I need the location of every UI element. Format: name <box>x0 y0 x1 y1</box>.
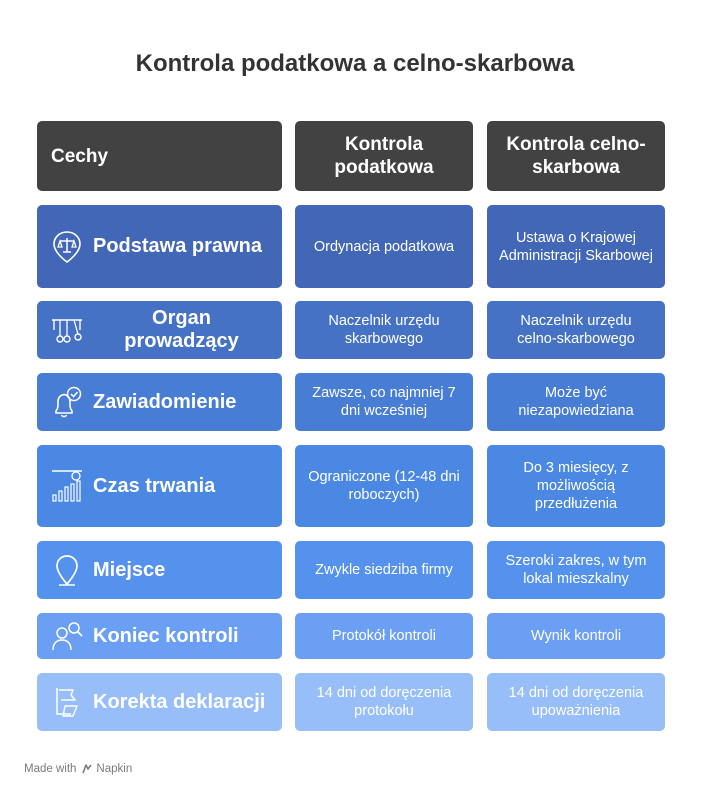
cell-text: Zawsze, co najmniej 7 dni wcześniej <box>312 385 456 419</box>
cell-text: 14 dni od doręczenia protokołu <box>316 685 452 719</box>
customs-control-cell <box>487 673 665 731</box>
row-label <box>37 301 282 359</box>
row-label <box>37 445 282 527</box>
customs-control-cell <box>487 541 665 599</box>
tax-control-cell <box>295 301 473 359</box>
customs-control-cell <box>487 301 665 359</box>
customs-control-cell <box>487 373 665 431</box>
row-label-text: Czas trwania <box>93 474 216 497</box>
bar-chart-stopwatch-icon <box>49 468 85 504</box>
cell-text: Do 3 miesięcy, z możliwością przedłużenia <box>523 460 629 512</box>
header-cechy <box>37 121 282 191</box>
tax-control-cell <box>295 373 473 431</box>
header-kontrola-celno-skarbowa <box>487 121 665 191</box>
row-label <box>37 373 282 431</box>
tax-control-cell <box>295 613 473 659</box>
customs-control-cell <box>487 205 665 288</box>
cell-text: Naczelnik urzędu celno-skarbowego <box>517 313 635 347</box>
cell-text: Ordynacja podatkowa <box>313 238 455 255</box>
row-label-text: Korekta deklaracji <box>93 690 266 713</box>
tax-control-cell <box>295 205 473 288</box>
row-label <box>37 613 282 659</box>
row-label <box>37 205 282 288</box>
tax-control-cell <box>295 673 473 731</box>
cell-text: 14 dni od doręczenia upoważnienia <box>508 685 644 719</box>
row-label-text: Zawiadomienie <box>93 390 237 413</box>
customs-control-cell <box>487 613 665 659</box>
header-cechy-text: Cechy <box>51 145 109 167</box>
napkin-logo-icon <box>81 763 93 775</box>
cell-text: Zwykle siedziba firmy <box>315 562 453 578</box>
cell-text: Szeroki zakres, w tym lokal mieszkalny <box>505 553 647 587</box>
made-with-text: Made with <box>24 763 77 775</box>
document-flag-icon <box>49 684 85 720</box>
scales-shield-icon <box>49 229 85 265</box>
napkin-brand-label: Napkin <box>96 763 133 775</box>
row-label <box>37 541 282 599</box>
row-label-text: Koniec kontroli <box>93 624 239 647</box>
header-kontrola-celno-skarbowa-text: Kontrola celno-skarbowa <box>506 134 646 178</box>
napkin-brand <box>81 763 132 775</box>
inspector-magnifier-icon <box>49 618 85 654</box>
header-kontrola-podatkowa <box>295 121 473 191</box>
customs-control-cell <box>487 445 665 527</box>
newtons-cradle-icon <box>49 312 85 348</box>
cell-text: Ustawa o Krajowej Administracji Skarbowej <box>499 229 653 264</box>
row-label <box>37 673 282 731</box>
cell-text: Wynik kontroli <box>530 628 622 644</box>
row-label-text: Organ prowadzący <box>124 307 239 352</box>
bell-check-icon <box>49 384 85 420</box>
tax-control-cell <box>295 541 473 599</box>
footer-credit <box>24 763 132 775</box>
row-label-text: Podstawa prawna <box>93 235 262 257</box>
location-pin-icon <box>49 552 85 588</box>
header-kontrola-podatkowa-text: Kontrola podatkowa <box>334 134 434 178</box>
row-label-text: Miejsce <box>93 558 166 581</box>
cell-text: Protokół kontroli <box>332 628 436 644</box>
cell-text: Naczelnik urzędu skarbowego <box>328 313 440 347</box>
cell-text: Może być niezapowiedziana <box>518 385 634 419</box>
page-title: Kontrola podatkowa a celno-skarbowa <box>135 50 575 77</box>
tax-control-cell <box>295 445 473 527</box>
cell-text: Ograniczone (12-48 dni roboczych) <box>308 469 460 503</box>
